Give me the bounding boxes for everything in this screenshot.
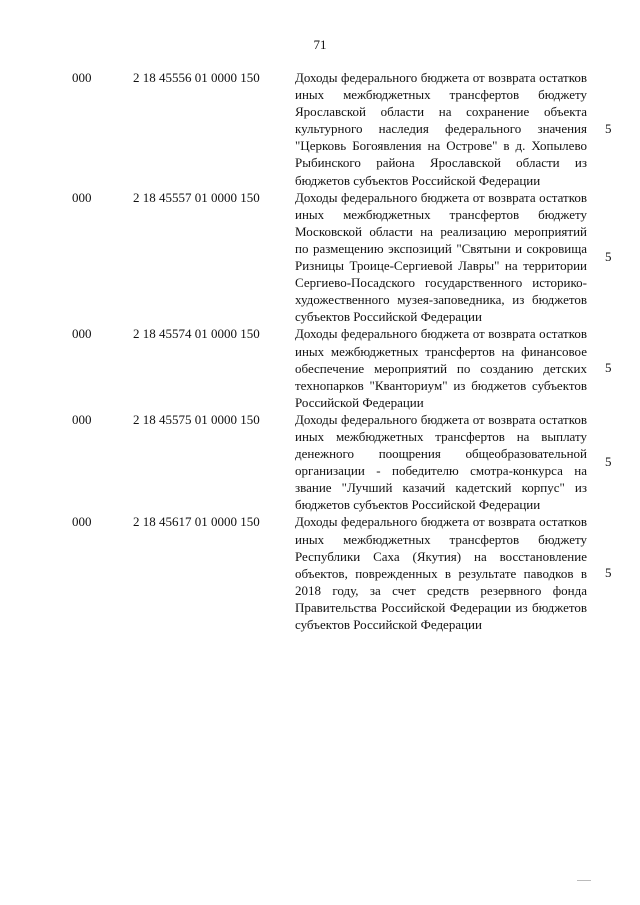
page-number: 71	[313, 37, 327, 52]
normative-value: 5	[605, 120, 612, 136]
revenue-table	[0, 69, 640, 633]
normative-value: 5	[605, 360, 612, 376]
budget-classification-code: 2 18 45557 01 0000 150	[133, 189, 260, 205]
admin-code: 000	[72, 70, 92, 85]
normative-value: 5	[605, 249, 612, 265]
budget-classification-code: 2 18 45575 01 0000 150	[133, 411, 260, 427]
admin-code: 000	[72, 189, 92, 205]
table-row	[0, 69, 640, 189]
revenue-description: Доходы федерального бюджета от возврата остатков иных межбюджетных трансфертов бюджету Ярославской области на сохранение объекта культурного наследия федерального значения "Церковь Богоявления на Острове" в д. Хопылево Рыбинского района Ярославской области из бюджетов субъектов Российской Федерации	[295, 70, 587, 188]
admin-code: 000	[72, 411, 92, 427]
budget-classification-code: 2 18 45556 01 0000 150	[133, 70, 260, 85]
revenue-description: Доходы федерального бюджета от возврата остатков иных межбюджетных трансфертов бюджету Республики Саха (Якутия) на восстановление объектов, поврежденных в результате паводков в 2018 году, за счет средств резервного фонда Правительства Российской Федерации из бюджетов субъектов Российской Федерации	[295, 514, 587, 632]
table-row	[0, 411, 640, 514]
admin-code: 000	[72, 326, 92, 342]
budget-classification-code: 2 18 45617 01 0000 150	[133, 514, 260, 530]
scan-mark	[577, 880, 591, 881]
normative-value: 5	[605, 565, 612, 581]
budget-classification-code: 2 18 45574 01 0000 150	[133, 326, 260, 342]
revenue-description: Доходы федерального бюджета от возврата остатков иных межбюджетных трансфертов бюджету Московской области на реализацию мероприятий по размещению экспозиций "Святыни и сокровища Ризницы Троице-Сергиевой Лавры" на территории Сергиево-Посадского государственного историко-художественного музея-заповедника, из бюджетов субъектов Российской Федерации	[295, 189, 587, 325]
normative-value: 5	[605, 454, 612, 470]
table-row	[0, 189, 640, 326]
revenue-description: Доходы федерального бюджета от возврата остатков иных межбюджетных трансфертов на финансовое обеспечение мероприятий по созданию детских технопарков "Кванториум" из бюджетов субъектов Российской Федерации	[295, 326, 587, 410]
table-row	[0, 513, 640, 633]
admin-code: 000	[72, 514, 92, 530]
revenue-description: Доходы федерального бюджета от возврата остатков иных межбюджетных трансфертов на выплату денежного поощрения общеобразовательной организации - победителю смотра-конкурса на звание "Лучший казачий кадетский корпус" из бюджетов субъектов Российской Федерации	[295, 411, 587, 513]
table-row	[0, 325, 640, 410]
